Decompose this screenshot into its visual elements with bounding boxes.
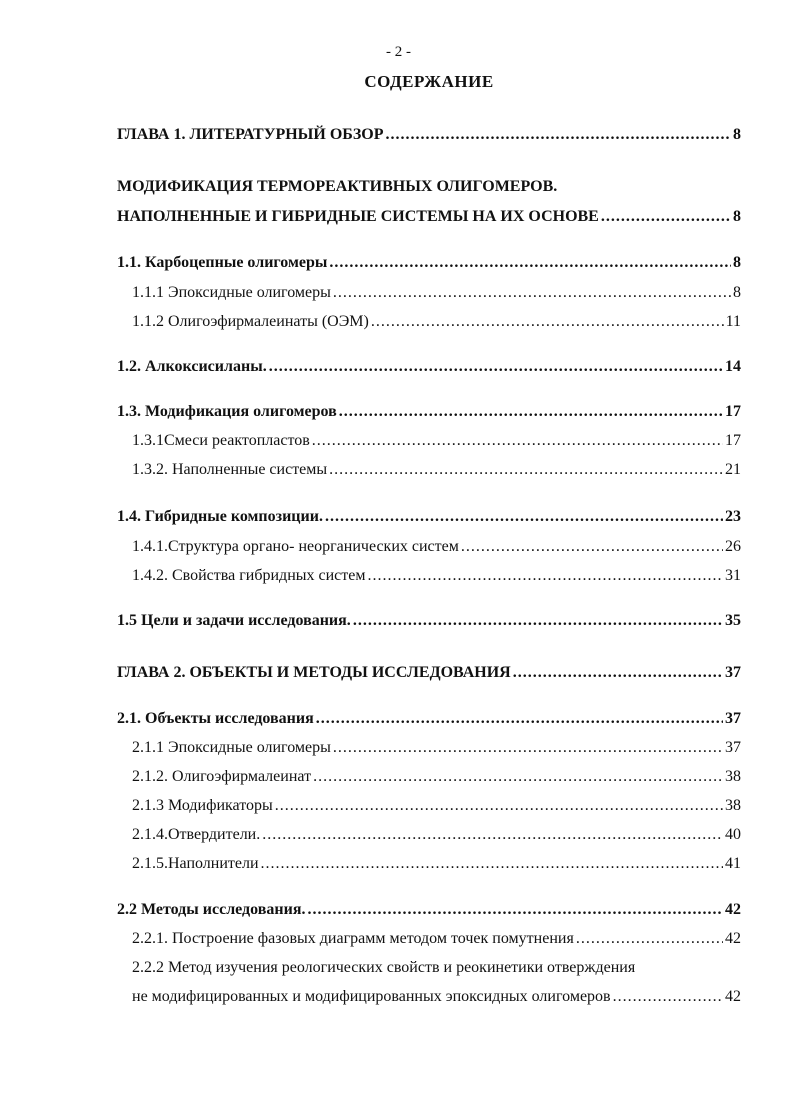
toc-entry-text: 1.3.2. Наполненные системы	[132, 461, 328, 478]
toc-entry	[132, 988, 741, 1006]
toc-entry-text: 1.3.1Смеси реактопластов	[132, 432, 310, 449]
toc-entry-text: 1.1. Карбоцепные олигомеры	[117, 254, 328, 271]
toc-entry-text: 2.1. Объекты исследования	[117, 710, 314, 727]
toc-entry-page: 17	[725, 403, 741, 420]
toc-entry	[132, 461, 741, 479]
toc-entry-page: 38	[725, 797, 741, 814]
toc-entry-text: не модифицированных и модифицированных эпоксидных олигомеров	[132, 988, 611, 1005]
toc-entry	[132, 538, 741, 556]
toc-entry	[117, 664, 741, 682]
toc-entry-page: 37	[725, 739, 741, 756]
toc-entry-page: 35	[725, 612, 741, 629]
toc-entry-page: 37	[725, 664, 741, 681]
toc-entry	[132, 826, 741, 844]
toc-entry-text: 2.1.2. Олигоэфирмалеинат	[132, 768, 312, 785]
toc-entry-page: 42	[725, 901, 741, 918]
toc-entry-text: 2.1.1 Эпоксидные олигомеры	[132, 739, 331, 756]
page-number: - 2 -	[386, 44, 411, 60]
toc-entry-page: 37	[725, 710, 741, 727]
toc-entry-page: 17	[725, 432, 741, 449]
toc-entry-text: 2.1.4.Отвердители.	[132, 826, 261, 843]
toc-entry-text: 2.2.1. Построение фазовых диаграмм методом точек помутнения	[132, 930, 574, 947]
toc-entry-text: 1.4.2. Свойства гибридных систем	[132, 567, 366, 584]
toc-entry	[117, 358, 741, 376]
toc-entry-text: 1.2. Алкоксисиланы.	[117, 358, 267, 375]
toc-entry-page: 8	[733, 208, 741, 225]
toc-entry-page: 8	[733, 254, 741, 271]
toc-entry-text: МОДИФИКАЦИЯ ТЕРМОРЕАКТИВНЫХ ОЛИГОМЕРОВ.	[117, 178, 558, 195]
toc-entry-text: 1.4. Гибридные композиции.	[117, 508, 323, 525]
toc-entry	[132, 739, 741, 757]
toc-entry-text: 2.1.3 Модификаторы	[132, 797, 273, 814]
toc-entry-text: ГЛАВА 2. ОБЪЕКТЫ И МЕТОДЫ ИССЛЕДОВАНИЯ	[117, 664, 511, 681]
toc-entry-page: 21	[725, 461, 741, 478]
toc-entry-page: 42	[725, 930, 741, 947]
toc-title: СОДЕРЖАНИЕ	[364, 72, 494, 91]
toc-entry	[117, 208, 741, 226]
toc-entry-text: 1.1.1 Эпоксидные олигомеры	[132, 284, 331, 301]
toc-entry	[132, 567, 741, 585]
toc-entry	[132, 768, 741, 786]
toc-entry-page: 41	[725, 855, 741, 872]
toc-entry-page: 38	[725, 768, 741, 785]
toc-entry-page: 23	[725, 508, 741, 525]
toc-entry	[132, 930, 741, 948]
toc-entry	[132, 855, 741, 873]
toc-entry	[117, 901, 741, 919]
toc-entry-page: 14	[725, 358, 741, 375]
toc-entry-page: 26	[725, 538, 741, 555]
toc-entry	[117, 710, 741, 728]
toc-entry-text: 1.5 Цели и задачи исследования.	[117, 612, 351, 629]
toc-entry-text: НАПОЛНЕННЫЕ И ГИБРИДНЫЕ СИСТЕМЫ НА ИХ ОСНОВЕ	[117, 208, 599, 225]
toc-entry-page: 40	[725, 826, 741, 843]
toc-entry-page: 8	[733, 284, 741, 301]
toc-entry-page: 31	[725, 567, 741, 584]
toc-entry	[132, 313, 741, 331]
toc-entry	[117, 612, 741, 630]
toc-entry	[117, 403, 741, 421]
toc-entry	[132, 797, 741, 815]
toc-entry	[132, 432, 741, 450]
toc-entry-page: 8	[733, 126, 741, 143]
toc-entry-page: 11	[725, 313, 741, 330]
toc-entry-text: ГЛАВА 1. ЛИТЕРАТУРНЫЙ ОБЗОР	[117, 126, 384, 143]
toc-entry-text: 2.2.2 Метод изучения реологических свойств и реокинетики отверждения	[132, 959, 636, 976]
toc-entry	[117, 126, 741, 144]
toc-entry	[132, 284, 741, 302]
toc-entry-page: 42	[725, 988, 741, 1005]
toc-entry-text: 1.4.1.Структура органо- неорганических систем	[132, 538, 459, 555]
toc-entry-text: 1.3. Модификация олигомеров	[117, 403, 337, 420]
toc-entry	[117, 508, 741, 526]
toc-entry	[117, 254, 741, 272]
toc-entry-text: 2.2 Методы исследования.	[117, 901, 306, 918]
toc-entry-text: 1.1.2 Олигоэфирмалеинаты (ОЭМ)	[132, 313, 369, 330]
toc-entry-text: 2.1.5.Наполнители	[132, 855, 259, 872]
